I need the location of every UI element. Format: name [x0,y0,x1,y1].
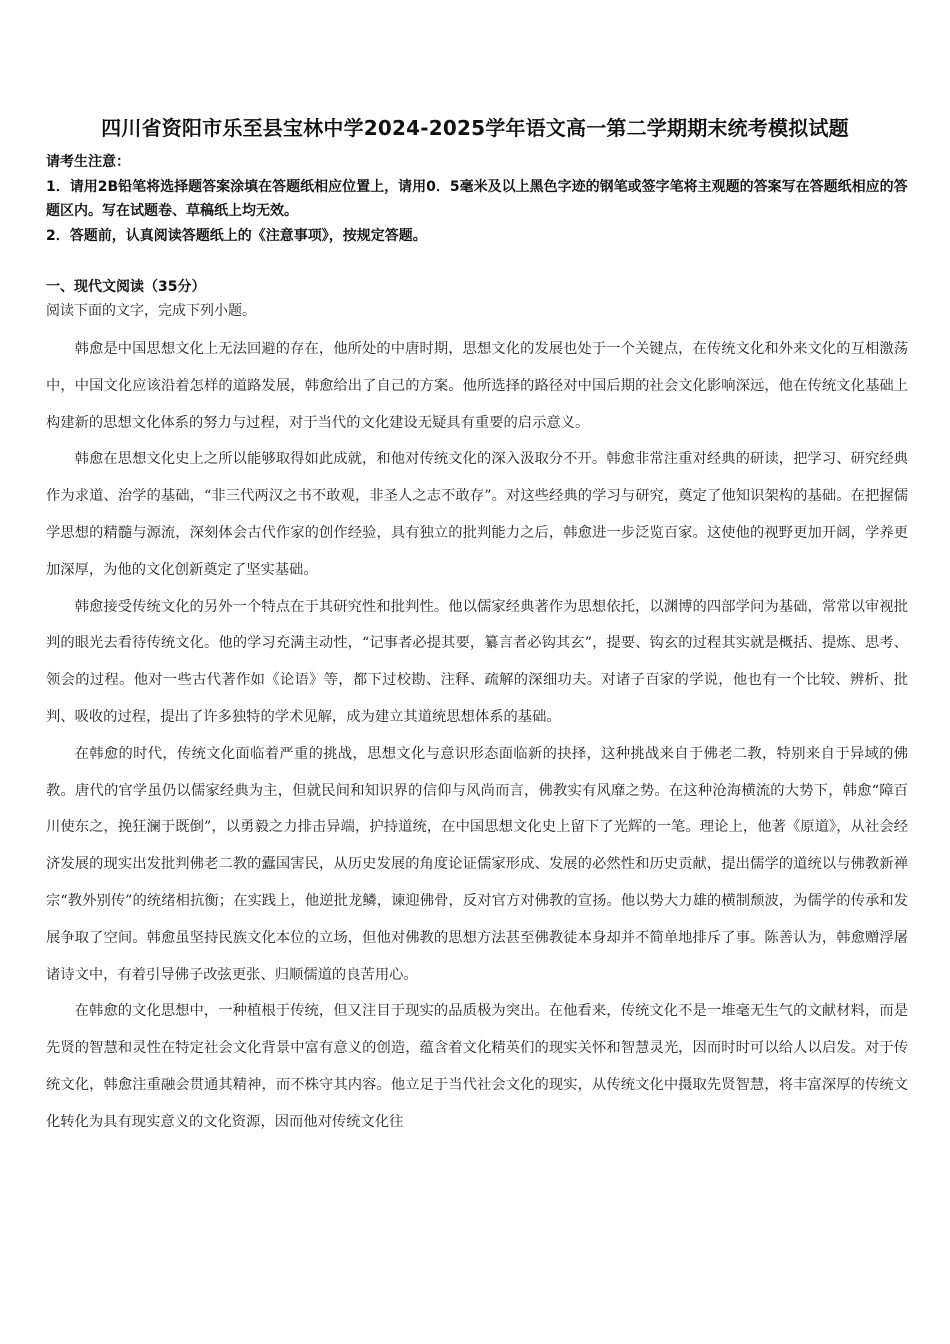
notice-heading: 请考生注意： [46,154,130,170]
notice-item-1: 1．请用2B铅笔将选择题答案涂填在答题纸相应位置上，请用0．5毫米及以上黑色字迹的钢笔或签字笔将主观题的答案写在答题纸相应的答题区内。写在试题卷、草稿纸上均无效。 [46,178,908,219]
notice-item-2: 2．答题前，认真阅读答题纸上的《注意事项》，按规定答题。 [46,227,427,244]
reading-passage [46,331,908,1141]
passage-paragraph-1: 韩愈是中国思想文化上无法回避的存在，他所处的中唐时期，思想文化的发展也处于一个关键点，在传统文化和外来文化的互相激荡中，中国文化应该沿着怎样的道路发展，韩愈给出了自己的方案。他所选择的路径对中国后期的社会文化影响深远，他在传统文化基础上构建新的思想文化体系的努力与过程，对于当代的文化建设无疑具有重要的启示意义。 [46,341,908,431]
section-instruction: 阅读下面的文字，完成下列小题。 [46,303,256,319]
passage-paragraph-5: 在韩愈的文化思想中，一种植根于传统，但又注目于现实的品质极为突出。在他看来，传统文化不是一堆毫无生气的文献材料，而是先贤的智慧和灵性在特定社会文化背景中富有意义的创造，蕴含着文化精英们的现实关怀和智慧灵光，因而时时可以给人以启发。对于传统文化，韩愈注重融会贯通其精神，而不株守其内容。他立足于当代社会文化的现实，从传统文化中摄取先贤智慧，将丰富深厚的传统文化转化为具有现实意义的文化资源，因而他对传统文化往 [46,1003,908,1130]
passage-paragraph-4: 在韩愈的时代，传统文化面临着严重的挑战，思想文化与意识形态面临新的抉择，这种挑战来自于佛老二教，特别来自于异域的佛教。唐代的官学虽仍以儒家经典为主，但就民间和知识界的信仰与风尚而言，佛教实有风靡之势。在这种沧海横流的大势下，韩愈“障百川使东之，挽狂澜于既倒”，以勇毅之力排击异端，护持道统，在中国思想文化史上留下了光辉的一笔。理论上，他著《原道》，从社会经济发展的现实出发批判佛老二教的蠹国害民，从历史发展的角度论证儒家形成、发展的必然性和历史贡献，提出儒学的道统以与佛教新禅宗“教外别传”的统绪相抗衡；在实践上，他逆批龙鳞，谏迎佛骨，反对官方对佛教的宣扬。他以势大力雄的横制颓波，为儒学的传承和发展争取了空间。韩愈虽坚持民族文化本位的立场，但他对佛教的思想方法甚至佛教徒本身却并不简单地排斥了事。陈善认为，韩愈赠浮屠诸诗文中，有着引导佛子改弦更张、归顺儒道的良苦用心。 [46,745,908,983]
exam-notice [46,150,916,248]
document-title: 四川省资阳市乐至县宝林中学2024-2025学年语文高一第二学期期末统考模拟试题 [101,116,849,140]
passage-paragraph-2: 韩愈在思想文化史上之所以能够取得如此成就，和他对传统文化的深入汲取分不开。韩愈非常注重对经典的研读，把学习、研究经典作为求道、治学的基础，“非三代两汉之书不敢观，非圣人之志不敢存”。对这些经典的学习与研究，奠定了他知识架构的基础。在把握儒学思想的精髓与源流，深刻体会古代作家的创作经验，具有独立的批判能力之后，韩愈进一步泛览百家。这使他的视野更加开阔，学养更加深厚，为他的文化创新奠定了坚实基础。 [46,451,908,578]
section-heading: 一、现代文阅读（35分） [46,279,206,295]
passage-paragraph-3: 韩愈接受传统文化的另外一个特点在于其研究性和批判性。他以儒家经典著作为思想依托，以渊博的四部学问为基础，常常以审视批判的眼光去看待传统文化。他的学习充满主动性，“记事者必提其要，纂言者必钩其玄”，提要、钩玄的过程其实就是概括、提炼、思考、领会的过程。他对一些古代著作如《论语》等，都下过校勘、注释、疏解的深细功夫。对诸子百家的学说，他也有一个比较、辨析、批判、吸收的过程，提出了许多独特的学术见解，成为建立其道统思想体系的基础。 [46,598,908,725]
